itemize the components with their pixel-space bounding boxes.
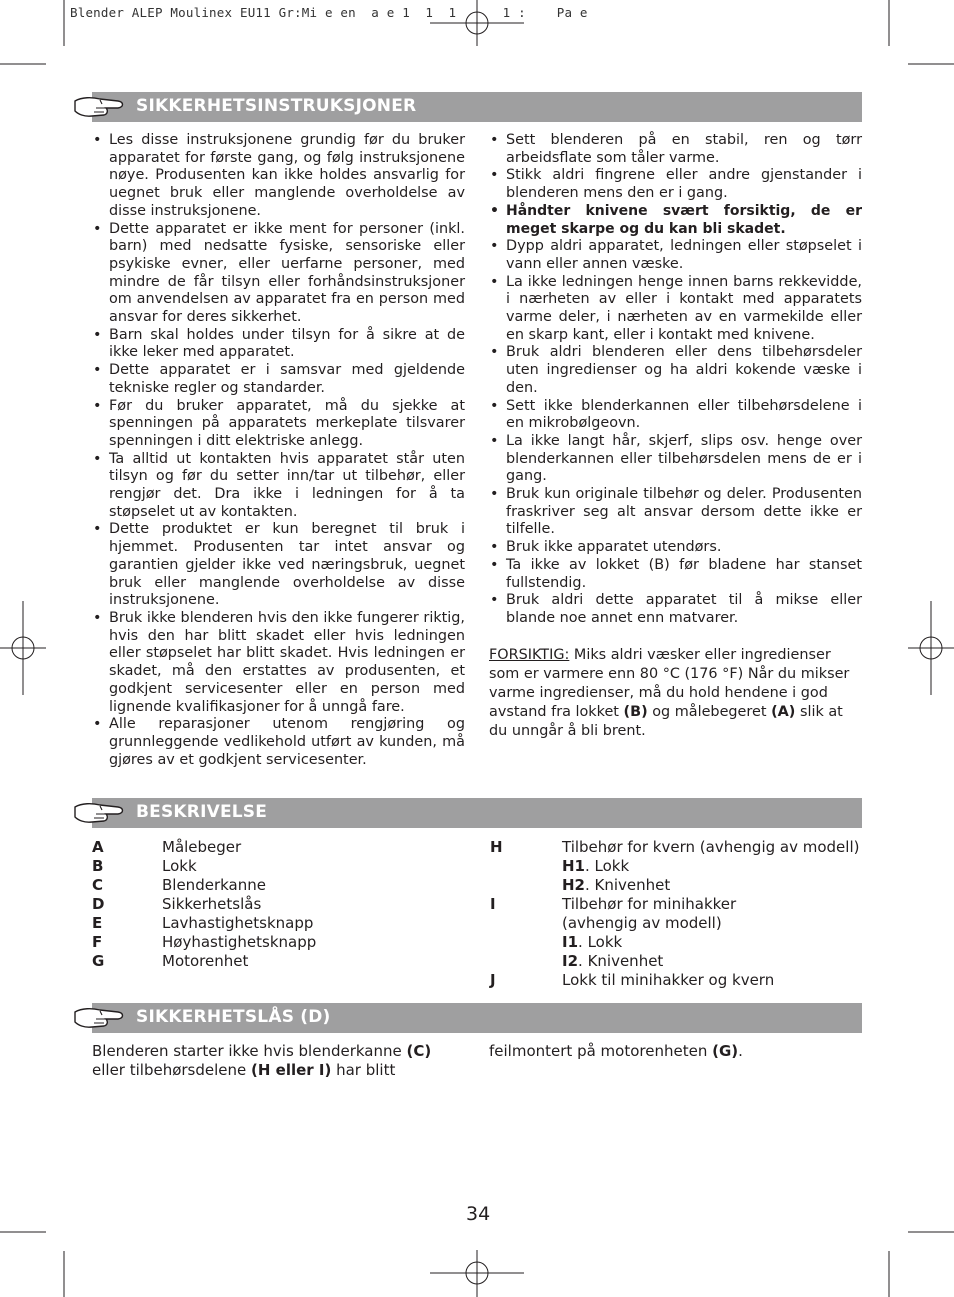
print-header: Blender ALEP Moulinex EU11 Gr:Mi e en a e 1 1 1 1 : Pa e	[70, 5, 588, 20]
safety-item: • Bruk ikke blenderen hvis den ikke fungerer riktig, hvis den har blitt skadet eller hvis ledningen eller støpselet har blitt skadet. Hvis ledningen er skadet, må den erstattes av produsenten, et godkjent servicesenter eller en person med lignende kvalifikasjoner for å unngå fare.	[92, 610, 465, 716]
part-letter: B	[92, 857, 104, 875]
part-name: Sikkerhetslås	[162, 895, 262, 913]
safety-left-column	[92, 132, 465, 769]
part-sub-name: . Lokk	[585, 857, 630, 875]
safety-item-warning: • Håndter knivene svært forsiktig, de er meget skarpe og du kan bli skadet.	[489, 203, 862, 238]
safety-item: • Stikk aldri fingrene eller andre gjenstander i blenderen mens den er i gang.	[489, 167, 862, 202]
caution-text: Miks aldri væsker eller ingredienser som er varmere enn 80 °C (176 °F) Når du mikser varme ingredienser, må du hold hendene i god avstand fra lokket	[489, 646, 850, 720]
description-row	[490, 857, 870, 876]
description-row	[92, 895, 472, 914]
lock-text: eller tilbehørsdelene	[92, 1060, 252, 1079]
lock-ref-c: (C)	[406, 1042, 432, 1060]
lock-text: har blitt	[331, 1060, 396, 1079]
part-sub	[562, 857, 629, 876]
part-name: Høyhastighetsknapp	[162, 933, 317, 951]
part-sub-name: . Lokk	[578, 933, 623, 951]
safety-item: • Ta ikke av lokket (B) før bladene har stanset fullstendig.	[489, 557, 862, 592]
part-letter: G	[92, 952, 105, 970]
caution-ref-b: (B)	[623, 703, 648, 720]
description-row	[490, 895, 870, 914]
part-letter: I	[490, 895, 496, 913]
part-sub	[562, 876, 670, 895]
safety-item: • Dette produktet er kun beregnet til bruk i hjemmet. Produsenten tar intet ansvar og garantien gjelder ikke ved næringsbruk, uegnet bruk eller manglende overholdelse av disse instruksjonene.	[92, 521, 465, 610]
safety-item: • Barn skal holdes under tilsyn for å sikre at de ikke leker med apparatet.	[92, 327, 465, 362]
description-row	[490, 876, 870, 895]
section-bar-description	[92, 798, 862, 828]
part-letter: C	[92, 876, 104, 894]
description-row	[490, 971, 870, 990]
pointing-hand-icon	[72, 1003, 128, 1033]
description-row	[490, 933, 870, 952]
description-row	[92, 914, 472, 933]
caution-mid: og målebegeret	[647, 703, 772, 720]
part-letter: E	[92, 914, 103, 932]
description-left-list	[92, 838, 472, 971]
safety-item: • Før du bruker apparatet, må du sjekke at spenningen på apparatets merkeplate tilsvarer spenningen i ditt elektriske anlegg.	[92, 398, 465, 451]
part-name: (avhengig av modell)	[562, 914, 722, 932]
safety-item: • Dypp aldri apparatet, ledningen eller støpselet i vann eller annen væske.	[489, 238, 862, 273]
safety-item: • Sett ikke blenderkannen eller tilbehørsdelene i en mikrobølgeovn.	[489, 398, 862, 433]
description-row	[92, 933, 472, 952]
lock-ref-hi: (H eller I)	[251, 1060, 332, 1079]
part-name: Tilbehør for minihakker	[562, 895, 737, 913]
description-row	[92, 952, 472, 971]
part-sub-code: I1	[562, 933, 579, 951]
part-name: Motorenhet	[162, 952, 249, 970]
part-name: Lavhastighetsknapp	[162, 914, 314, 932]
description-row	[490, 914, 870, 933]
part-letter: J	[490, 971, 496, 989]
caution-ref-a: (A)	[771, 703, 796, 720]
description-row	[92, 857, 472, 876]
section-bar-lock	[92, 1003, 862, 1033]
lock-text-left	[92, 1042, 472, 1079]
part-name: Lokk til minihakker og kvern	[562, 971, 775, 989]
part-sub-name: . Knivenhet	[585, 876, 671, 894]
safety-item: • Bruk aldri dette apparatet til å mikse eller blande noe annet enn matvarer.	[489, 592, 862, 627]
pointing-hand-icon	[72, 92, 128, 122]
part-sub	[562, 952, 663, 971]
section-title-description: BESKRIVELSE	[136, 802, 268, 822]
pointing-hand-icon	[72, 798, 128, 828]
lock-text: Blenderen starter ikke hvis blenderkanne	[92, 1042, 407, 1060]
part-letter: D	[92, 895, 105, 913]
caution-label: FORSIKTIG:	[489, 646, 570, 663]
description-row	[92, 838, 472, 857]
part-sub-name: . Knivenhet	[578, 952, 664, 970]
safety-item: • Sett blenderen på en stabil, ren og tørr arbeidsflate som tåler varme.	[489, 132, 862, 167]
description-row	[92, 876, 472, 895]
part-name: Blenderkanne	[162, 876, 266, 894]
part-sub	[562, 933, 622, 952]
safety-item: • Bruk ikke apparatet utendørs.	[489, 539, 862, 557]
description-row	[490, 838, 870, 857]
safety-item: • La ikke langt hår, skjerf, slips osv. henge over blenderkannen eller tilbehørsdelen mens de er i gang.	[489, 433, 862, 486]
caution-end: slik at du unngår å bli brent.	[489, 703, 843, 739]
part-sub-code: H2	[562, 876, 585, 894]
section-title-safety: SIKKERHETSINSTRUKSJONER	[136, 96, 417, 116]
safety-item: • Dette apparatet er i samsvar med gjeldende tekniske regler og standarder.	[92, 362, 465, 397]
safety-item: • Dette apparatet er ikke ment for personer (inkl. barn) med nedsatte fysiske, sensoriske eller psykiske evner, eller uerfarne personer, med mindre de får tilsyn eller forhåndsinstruksjoner om anvendelsen av apparatet fra en person med ansvar for deres sikkerhet.	[92, 221, 465, 327]
safety-item: • Alle reparasjoner utenom rengjøring og grunnleggende vedlikehold utført av kunden, må gjøres av et godkjent servicesenter.	[92, 716, 465, 769]
page-number: 34	[466, 1203, 491, 1225]
safety-item: • Les disse instruksjonene grundig før du bruker apparatet for første gang, og følg instruksjonene nøye. Produsenten kan ikke holdes ansvarlig for uegnet bruk eller manglende overholdelse av disse instruksjonene.	[92, 132, 465, 221]
description-row	[490, 952, 870, 971]
part-letter: A	[92, 838, 104, 856]
description-right-list	[490, 838, 870, 990]
lock-text: .	[738, 1042, 743, 1060]
caution-note	[489, 646, 862, 741]
lock-text-right	[489, 1042, 862, 1061]
part-letter: H	[490, 838, 503, 856]
part-letter: F	[92, 933, 103, 951]
safety-right-column	[489, 132, 862, 741]
safety-item: • Bruk aldri blenderen eller dens tilbehørsdeler uten ingredienser og ha aldri kokende væske i den.	[489, 344, 862, 397]
safety-item: • Ta alltid ut kontakten hvis apparatet står uten tilsyn og før du setter inn/tar ut tilbehør, eller rengjør det. Dra ikke i ledningen for å ta støpselet ut av kontakten.	[92, 451, 465, 522]
safety-item: • Bruk kun originale tilbehør og deler. Produsenten fraskriver seg alt ansvar dersom dette ikke er tilfelle.	[489, 486, 862, 539]
part-name: Lokk	[162, 857, 197, 875]
part-name: Tilbehør for kvern (avhengig av modell)	[562, 838, 860, 856]
section-title-lock: SIKKERHETSLÅS (D)	[136, 1007, 331, 1027]
part-name: Målebeger	[162, 838, 242, 856]
part-sub-code: H1	[562, 857, 585, 875]
section-bar-safety	[92, 92, 862, 122]
safety-item: • La ikke ledningen henge innen barns rekkevidde, i nærheten av eller i kontakt med apparatets varme deler, i nærheten av en varmekilde eller en skarp kant, eller i kontakt med knivene.	[489, 274, 862, 345]
lock-ref-g: (G)	[712, 1042, 739, 1060]
lock-text: feilmontert på motorenheten	[489, 1042, 713, 1060]
part-sub-code: I2	[562, 952, 579, 970]
